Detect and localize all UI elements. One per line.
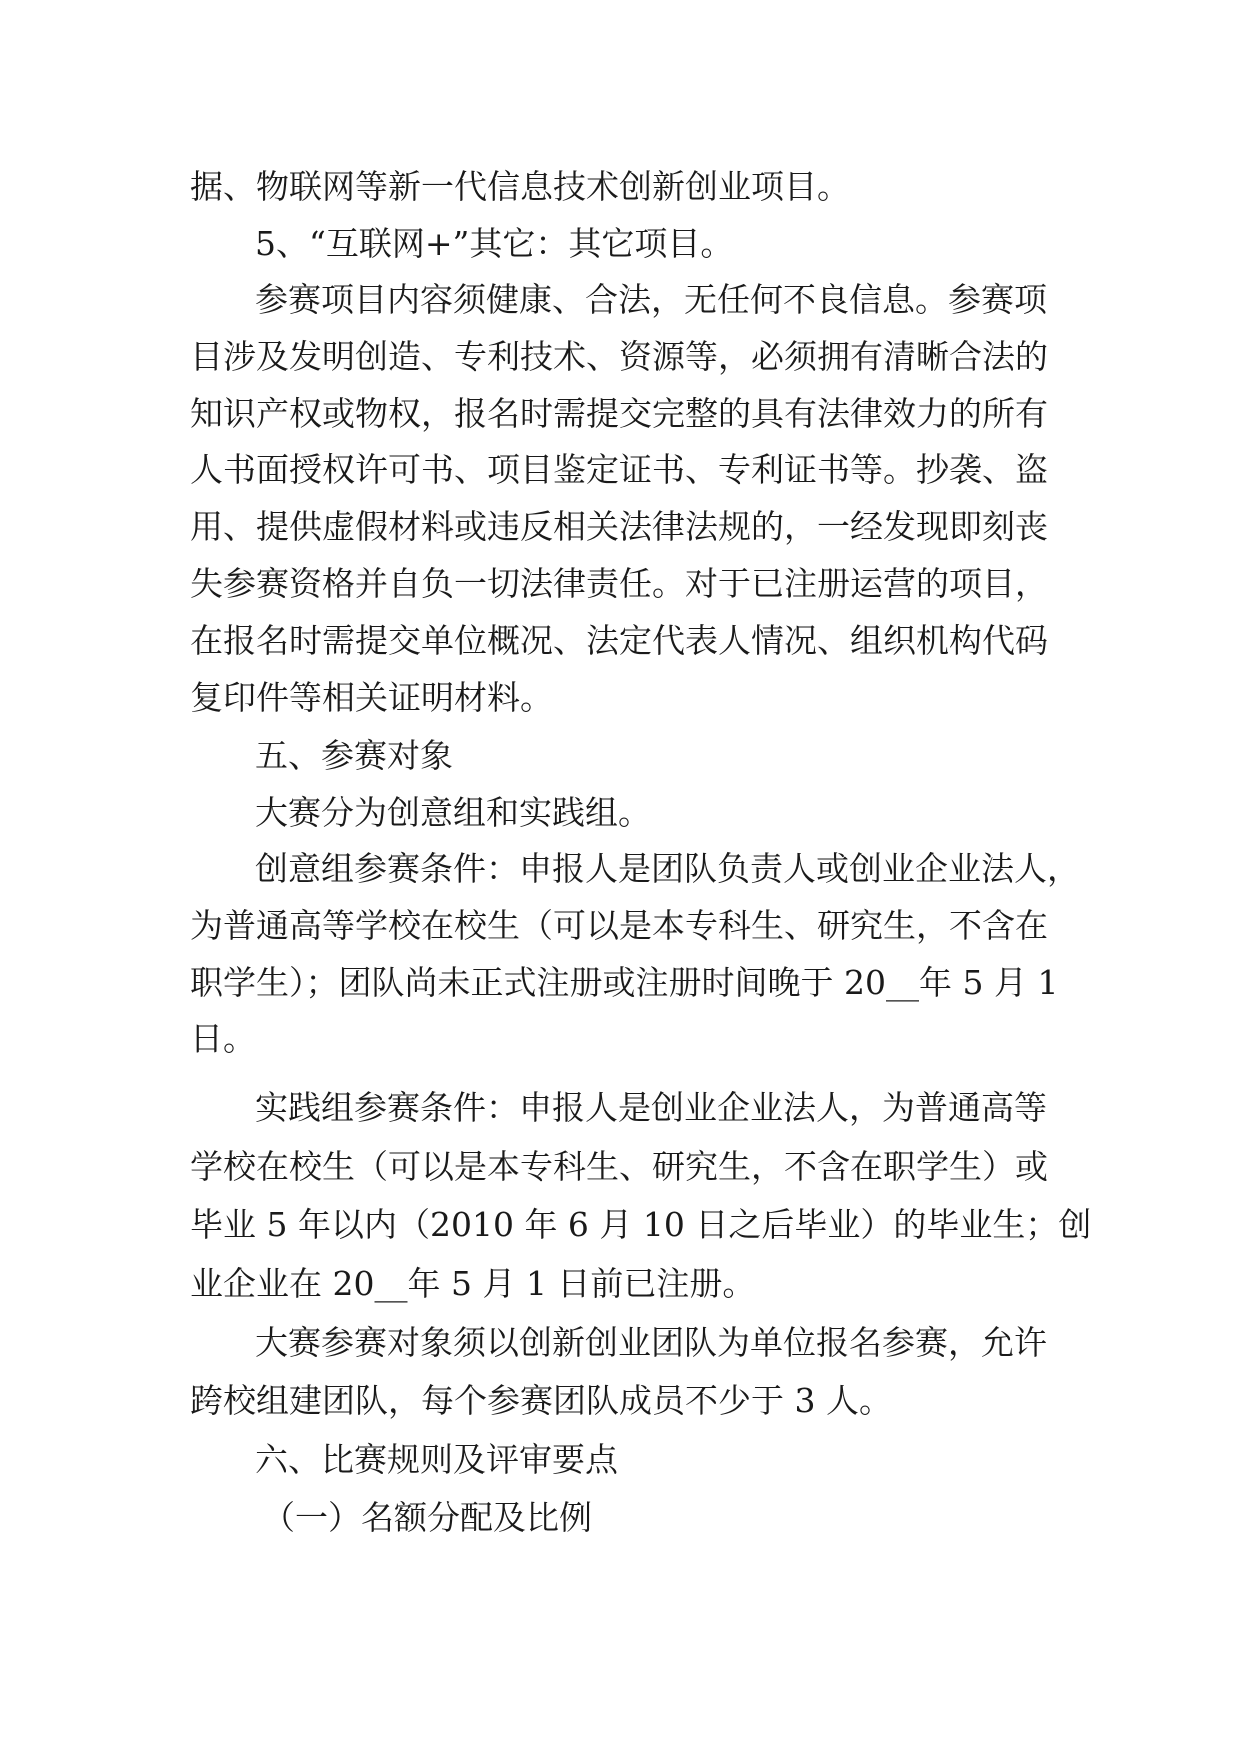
line-text: 六、比赛规则及评审要点 [255, 1440, 618, 1479]
section-heading [0, 726, 1241, 786]
text-line [0, 554, 1241, 614]
line-text: 学校在校生（可以是本专科生、研究生，不含在职学生）或 [190, 1147, 1048, 1186]
text-line [0, 440, 1241, 500]
text-line [0, 1254, 1241, 1314]
text-line [0, 1009, 1241, 1069]
line-text: 业企业在 20__年 5 月 1 日前已注册。 [190, 1264, 756, 1303]
text-line [0, 384, 1241, 444]
line-text: 毕业 5 年以内（2010 年 6 月 10 日之后毕业）的毕业生；创 [190, 1205, 1092, 1244]
section-heading [0, 1430, 1241, 1490]
line-text: 大赛分为创意组和实践组。 [255, 793, 651, 832]
line-text: （一）名额分配及比例 [262, 1498, 592, 1537]
line-text: 人书面授权许可书、项目鉴定证书、专利证书等。抄袭、盗 [190, 450, 1048, 489]
line-text: 五、参赛对象 [255, 736, 453, 775]
text-line [0, 611, 1241, 671]
text-line [0, 270, 1241, 330]
line-text: 在报名时需提交单位概况、法定代表人情况、组织机构代码 [190, 621, 1048, 660]
text-line [0, 839, 1241, 899]
text-line [0, 497, 1241, 557]
subsection-heading [0, 1488, 1241, 1548]
line-text: 跨校组建团队，每个参赛团队成员不少于 3 人。 [190, 1381, 892, 1420]
line-text: 失参赛资格并自负一切法律责任。对于已注册运营的项目， [190, 564, 1048, 603]
text-line [0, 1371, 1241, 1431]
line-text: 据、物联网等新一代信息技术创新创业项目。 [190, 167, 850, 206]
text-line [0, 1137, 1241, 1197]
text-line [0, 214, 1241, 274]
text-line [0, 1078, 1241, 1138]
text-line [0, 783, 1241, 843]
text-line [0, 327, 1241, 387]
line-text: 日。 [190, 1019, 256, 1058]
line-text: 5、“互联网+”其它：其它项目。 [255, 224, 734, 263]
text-line [0, 1195, 1241, 1255]
line-text: 用、提供虚假材料或违反相关法律法规的，一经发现即刻丧 [190, 507, 1048, 546]
line-text: 实践组参赛条件：申报人是创业企业法人，为普通高等 [255, 1088, 1047, 1127]
text-line [0, 668, 1241, 728]
line-text: 为普通高等学校在校生（可以是本专科生、研究生，不含在 [190, 906, 1048, 945]
text-line [0, 953, 1241, 1013]
line-text: 参赛项目内容须健康、合法，无任何不良信息。参赛项 [255, 280, 1047, 319]
line-text: 职学生）；团队尚未正式注册或注册时间晚于 20__年 5 月 1 [190, 963, 1059, 1002]
text-line [0, 896, 1241, 956]
line-text: 知识产权或物权，报名时需提交完整的具有法律效力的所有 [190, 394, 1048, 433]
line-text: 大赛参赛对象须以创新创业团队为单位报名参赛，允许 [255, 1323, 1047, 1362]
line-text: 复印件等相关证明材料。 [190, 678, 553, 717]
text-line [0, 157, 1241, 217]
text-line [0, 1313, 1241, 1373]
line-text: 创意组参赛条件：申报人是团队负责人或创业企业法人， [255, 849, 1080, 888]
line-text: 目涉及发明创造、专利技术、资源等，必须拥有清晰合法的 [190, 337, 1048, 376]
